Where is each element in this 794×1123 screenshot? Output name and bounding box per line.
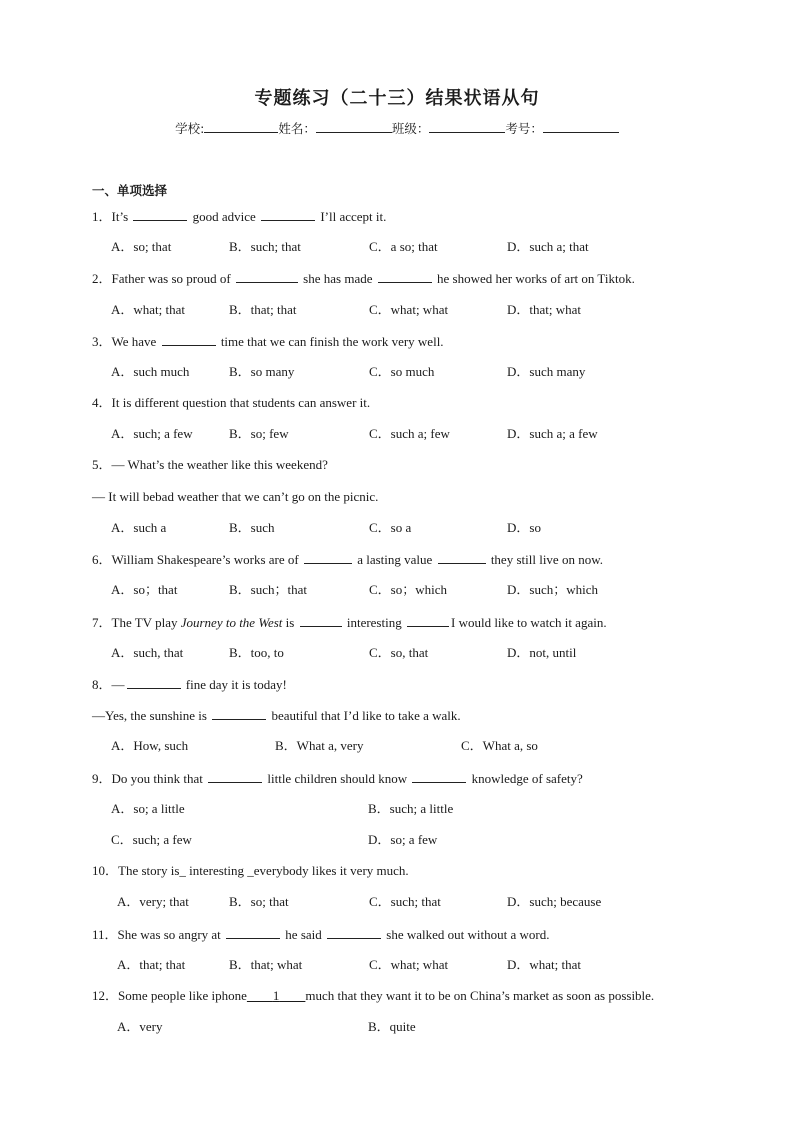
q6-option-c[interactable]: C．so；which <box>369 582 448 597</box>
page-title: 专题练习（二十三）结果状语从句 <box>254 88 540 109</box>
question-7: 7．The TV play Journey to the West is interesting I would like to watch it again. <box>92 615 607 630</box>
question-12: 12．Some people like iphone 1 much that they want it to be on China’s market as soon as possible. <box>92 988 655 1003</box>
q9-option-b[interactable]: B．such; a little <box>368 801 454 816</box>
q7-option-a[interactable]: A．such, that <box>111 645 184 660</box>
question-8-reply: —Yes, the sunshine is beautiful that I’d like to take a walk. <box>92 708 461 723</box>
question-4: 4．It is different question that students can answer it. <box>92 395 371 410</box>
q10-option-a[interactable]: A．very; that <box>117 894 189 909</box>
q12-option-a[interactable]: A．very <box>117 1019 163 1034</box>
exam-no-field[interactable] <box>543 120 619 133</box>
q11-option-b[interactable]: B．that; what <box>229 957 303 972</box>
q1-option-a[interactable]: A．so; that <box>111 239 172 254</box>
q9-option-d[interactable]: D．so; a few <box>368 832 438 847</box>
q8-option-c[interactable]: C．What a, so <box>461 738 538 753</box>
q5-option-a[interactable]: A．such a <box>111 520 167 535</box>
question-8: 8．— fine day it is today! <box>92 677 287 692</box>
q5-option-c[interactable]: C．so a <box>369 520 412 535</box>
q7-option-c[interactable]: C．so, that <box>369 645 429 660</box>
q4-option-c[interactable]: C．such a; few <box>369 426 450 441</box>
q4-option-a[interactable]: A．such; a few <box>111 426 193 441</box>
q4-option-d[interactable]: D．such a; a few <box>507 426 598 441</box>
question-9: 9．Do you think that little children should know knowledge of safety? <box>92 771 583 786</box>
q2-option-a[interactable]: A．what; that <box>111 302 186 317</box>
q7-option-d[interactable]: D．not, until <box>507 645 577 660</box>
q3-option-b[interactable]: B．so many <box>229 364 295 379</box>
q4-option-b[interactable]: B．so; few <box>229 426 289 441</box>
class-field[interactable] <box>429 120 505 133</box>
q12-option-b[interactable]: B．quite <box>368 1019 416 1034</box>
q9-option-c[interactable]: C．such; a few <box>111 832 192 847</box>
blank-number: 1 <box>272 988 280 1003</box>
q10-option-b[interactable]: B．so; that <box>229 894 289 909</box>
q6-option-d[interactable]: D．such；which <box>507 582 598 597</box>
school-label: 学校: <box>175 121 205 136</box>
q10-option-c[interactable]: C．such; that <box>369 894 441 909</box>
name-label: 姓名： <box>278 121 316 136</box>
question-5-reply: — It will bebad weather that we can’t go on the picnic. <box>92 489 379 504</box>
q9-option-a[interactable]: A．so; a little <box>111 801 185 816</box>
question-11: 11．She was so angry at he said she walked out without a word. <box>92 927 550 942</box>
q5-option-b[interactable]: B．such <box>229 520 275 535</box>
q11-option-a[interactable]: A．that; that <box>117 957 186 972</box>
q1-option-d[interactable]: D．such a; that <box>507 239 589 254</box>
class-label: 班级： <box>391 121 430 136</box>
q11-option-c[interactable]: C．what; what <box>369 957 449 972</box>
q3-option-a[interactable]: A．such much <box>111 364 190 379</box>
q8-option-a[interactable]: A．How, such <box>111 738 189 753</box>
question-3: 3．We have time that we can finish the work very well. <box>92 334 444 349</box>
question-1: 1．It’s good advice I’ll accept it. <box>92 209 387 224</box>
exam-no-label: 考号： <box>505 121 543 136</box>
q2-option-d[interactable]: D．that; what <box>507 302 582 317</box>
q2-option-c[interactable]: C．what; what <box>369 302 449 317</box>
q8-option-b[interactable]: B．What a, very <box>275 738 364 753</box>
question-2: 2．Father was so proud of she has made he showed her works of art on Tiktok. <box>92 271 635 286</box>
student-info-line <box>0 119 794 137</box>
q6-option-b[interactable]: B．such；that <box>229 582 307 597</box>
q7-option-b[interactable]: B．too, to <box>229 645 284 660</box>
question-6: 6．William Shakespeare’s works are of a lasting value they still live on now. <box>92 552 603 567</box>
q1-option-b[interactable]: B．such; that <box>229 239 301 254</box>
q6-option-a[interactable]: A．so；that <box>111 582 178 597</box>
q11-option-d[interactable]: D．what; that <box>507 957 582 972</box>
question-10: 10．The story is_ interesting _everybody likes it very much. <box>92 863 409 878</box>
q3-option-d[interactable]: D．such many <box>507 364 586 379</box>
q1-option-c[interactable]: C．a so; that <box>369 239 438 254</box>
q10-option-d[interactable]: D．such; because <box>507 894 602 909</box>
school-field[interactable] <box>204 120 278 133</box>
section-heading: 一、单项选择 <box>92 183 168 198</box>
q3-option-c[interactable]: C．so much <box>369 364 435 379</box>
q5-option-d[interactable]: D．so <box>507 520 541 535</box>
name-field[interactable] <box>316 120 392 133</box>
question-5: 5．— What’s the weather like this weekend? <box>92 457 328 472</box>
q2-option-b[interactable]: B．that; that <box>229 302 297 317</box>
